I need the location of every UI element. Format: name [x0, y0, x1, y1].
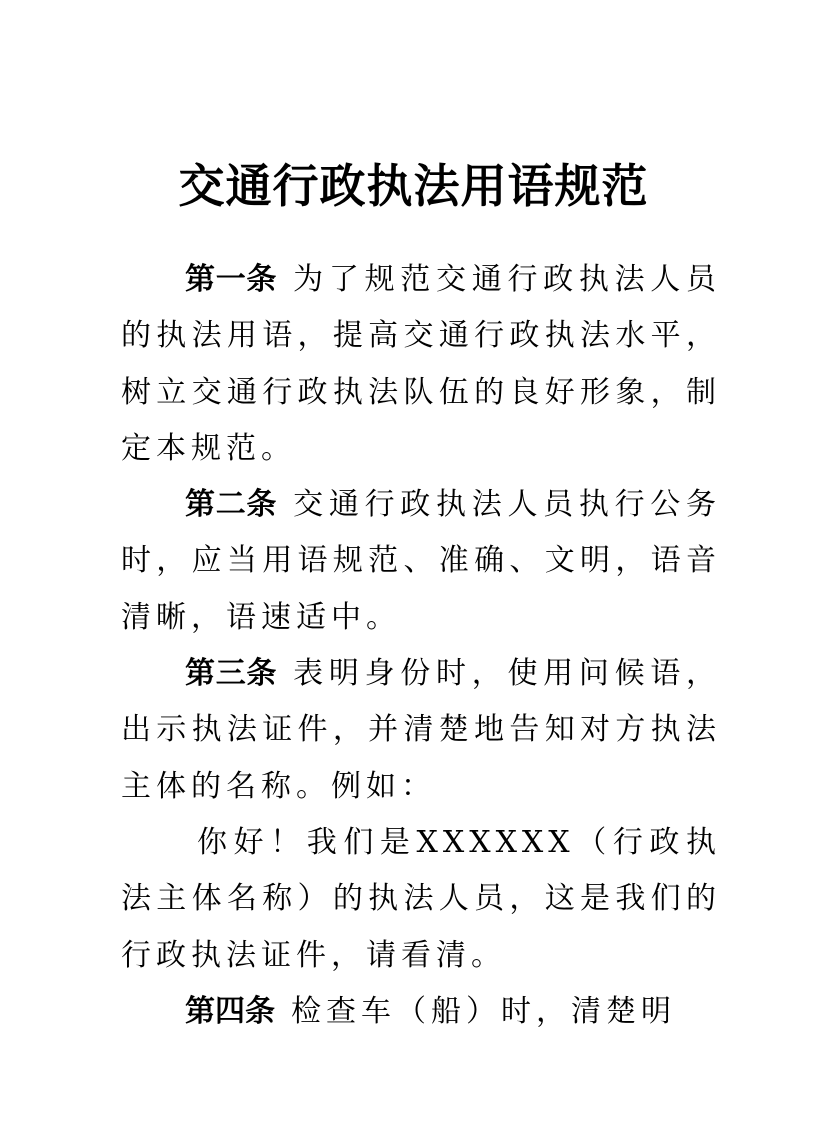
article-2 — [121, 477, 721, 646]
article-label: 第四条 — [185, 993, 275, 1029]
article-label: 第三条 — [185, 656, 278, 692]
article-3 — [121, 646, 721, 815]
article-4 — [121, 984, 721, 1040]
article-text: 交通行政执法人员执行公务时，应当用语规范、准确、文明，语音清晰，语速适中。 — [121, 487, 722, 635]
article-text: 检查车（船）时，清楚明 — [291, 993, 676, 1029]
article-label: 第一条 — [185, 262, 278, 297]
article-text: 表明身份时，使用问候语，出示执法证件，并清楚地告知对方执法主体的名称。例如： — [121, 656, 722, 804]
article-1 — [121, 252, 721, 477]
example-paragraph — [121, 815, 721, 984]
article-text: 为了规范交通行政执法人员的执法用语，提高交通行政执法水平，树立交通行政执法队伍的良好形象，制定本规范。 — [121, 262, 722, 466]
document-title: 交通行政执法用语规范 — [178, 159, 649, 213]
document-body — [121, 252, 721, 1040]
example-text: 你好！我们是XXXXXX（行政执法主体名称）的执法人员，这是我们的行政执法证件，请看清。 — [121, 824, 721, 973]
article-label: 第二条 — [185, 487, 278, 523]
